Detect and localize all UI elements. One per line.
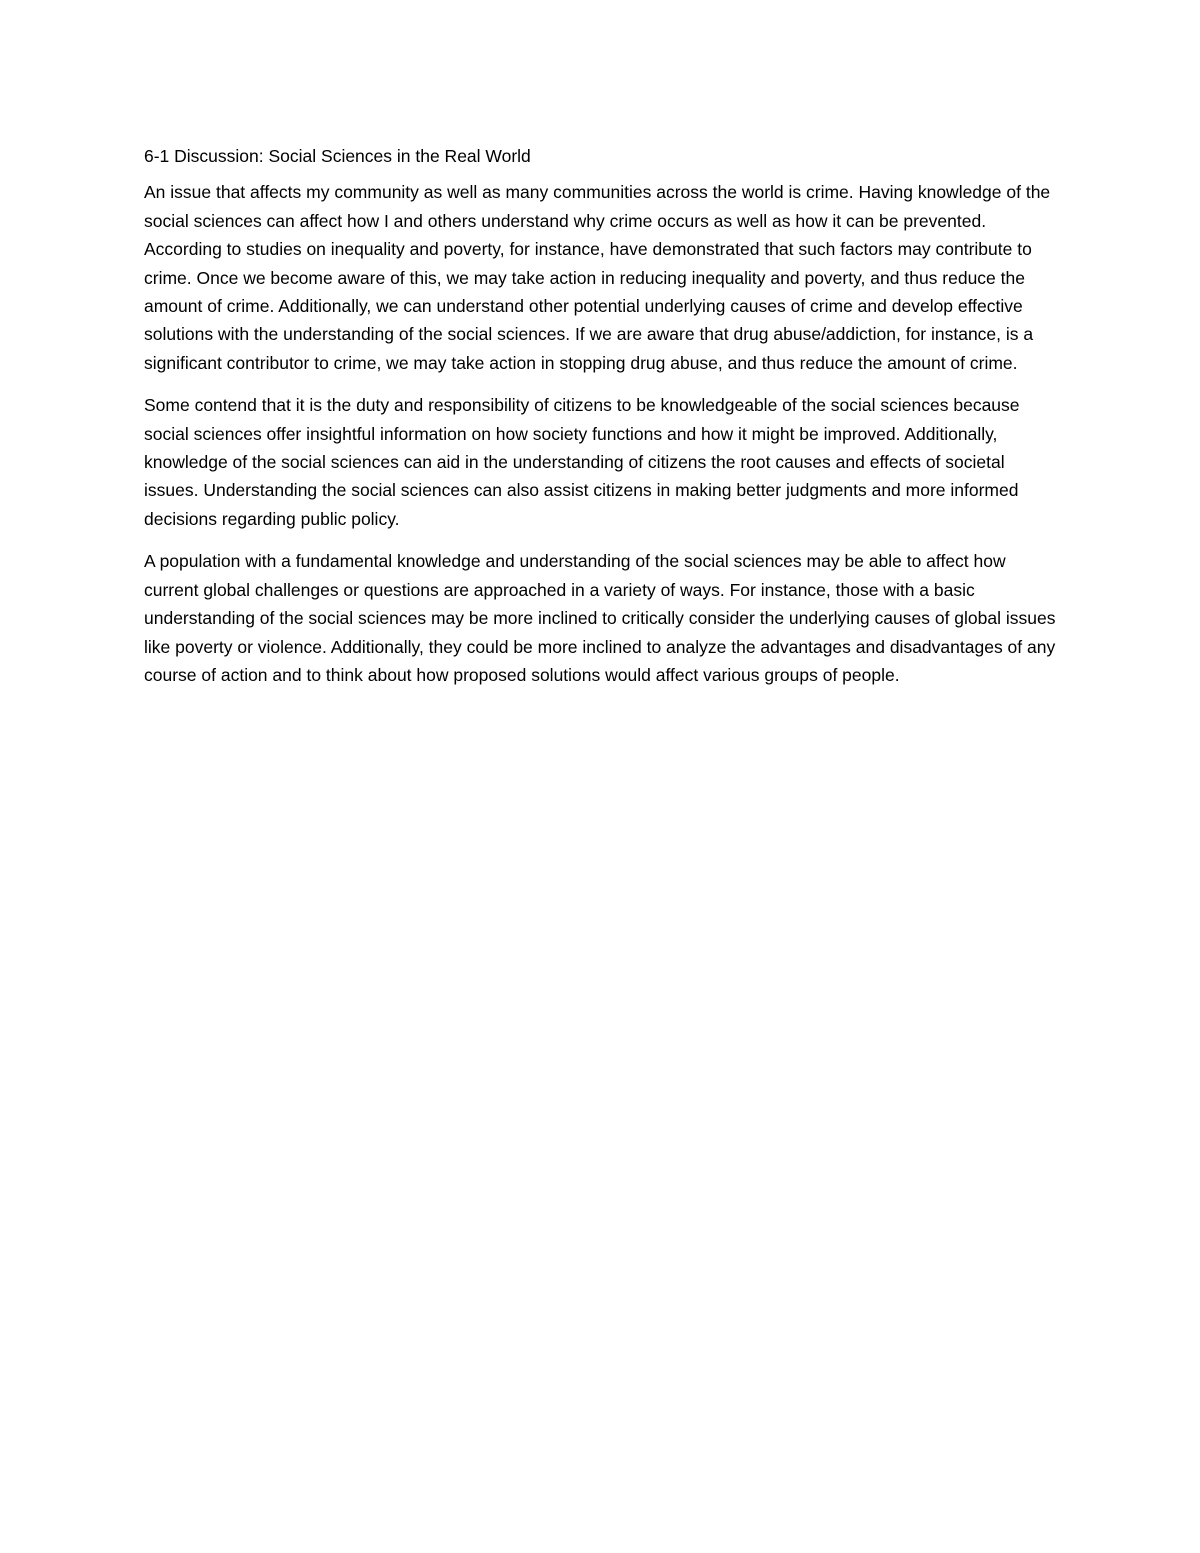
document-body — [144, 142, 1056, 703]
document-title: 6-1 Discussion: Social Sciences in the Real World — [144, 146, 531, 166]
paragraph-citizen-responsibility: Some contend that it is the duty and responsibility of citizens to be knowledgeable of the social sciences because social sciences offer insightful information on how society functions and how it might be improved. Additionally, knowledge of the social sciences can aid in the understanding of citizens the root causes and effects of societal issues. Understanding the social sciences can also assist citizens in making better judgments and more informed decisions regarding public policy. — [144, 395, 1020, 529]
paragraph-global-challenges: A population with a fundamental knowledge and understanding of the social sciences may be able to affect how current global challenges or questions are approached in a variety of ways. For instance, those with a basic understanding of the social sciences may be more inclined to critically consider the underlying causes of global issues like poverty or violence. Additionally, they could be more inclined to analyze the advantages and disadvantages of any course of action and to think about how proposed solutions would affect various groups of people. — [144, 551, 1056, 685]
paragraph-crime-community: An issue that affects my community as well as many communities across the world is crime. Having knowledge of the social sciences can affect how I and others understand why crime occurs as well as how it can be prevented. According to studies on inequality and poverty, for instance, have demonstrated that such factors may contribute to crime. Once we become aware of this, we may take action in reducing inequality and poverty, and thus reduce the amount of crime. Additionally, we can understand other potential underlying causes of crime and develop effective solutions with the understanding of the social sciences. If we are aware that drug abuse/addiction, for instance, is a significant contributor to crime, we may take action in stopping drug abuse, and thus reduce the amount of crime. — [144, 182, 1051, 373]
